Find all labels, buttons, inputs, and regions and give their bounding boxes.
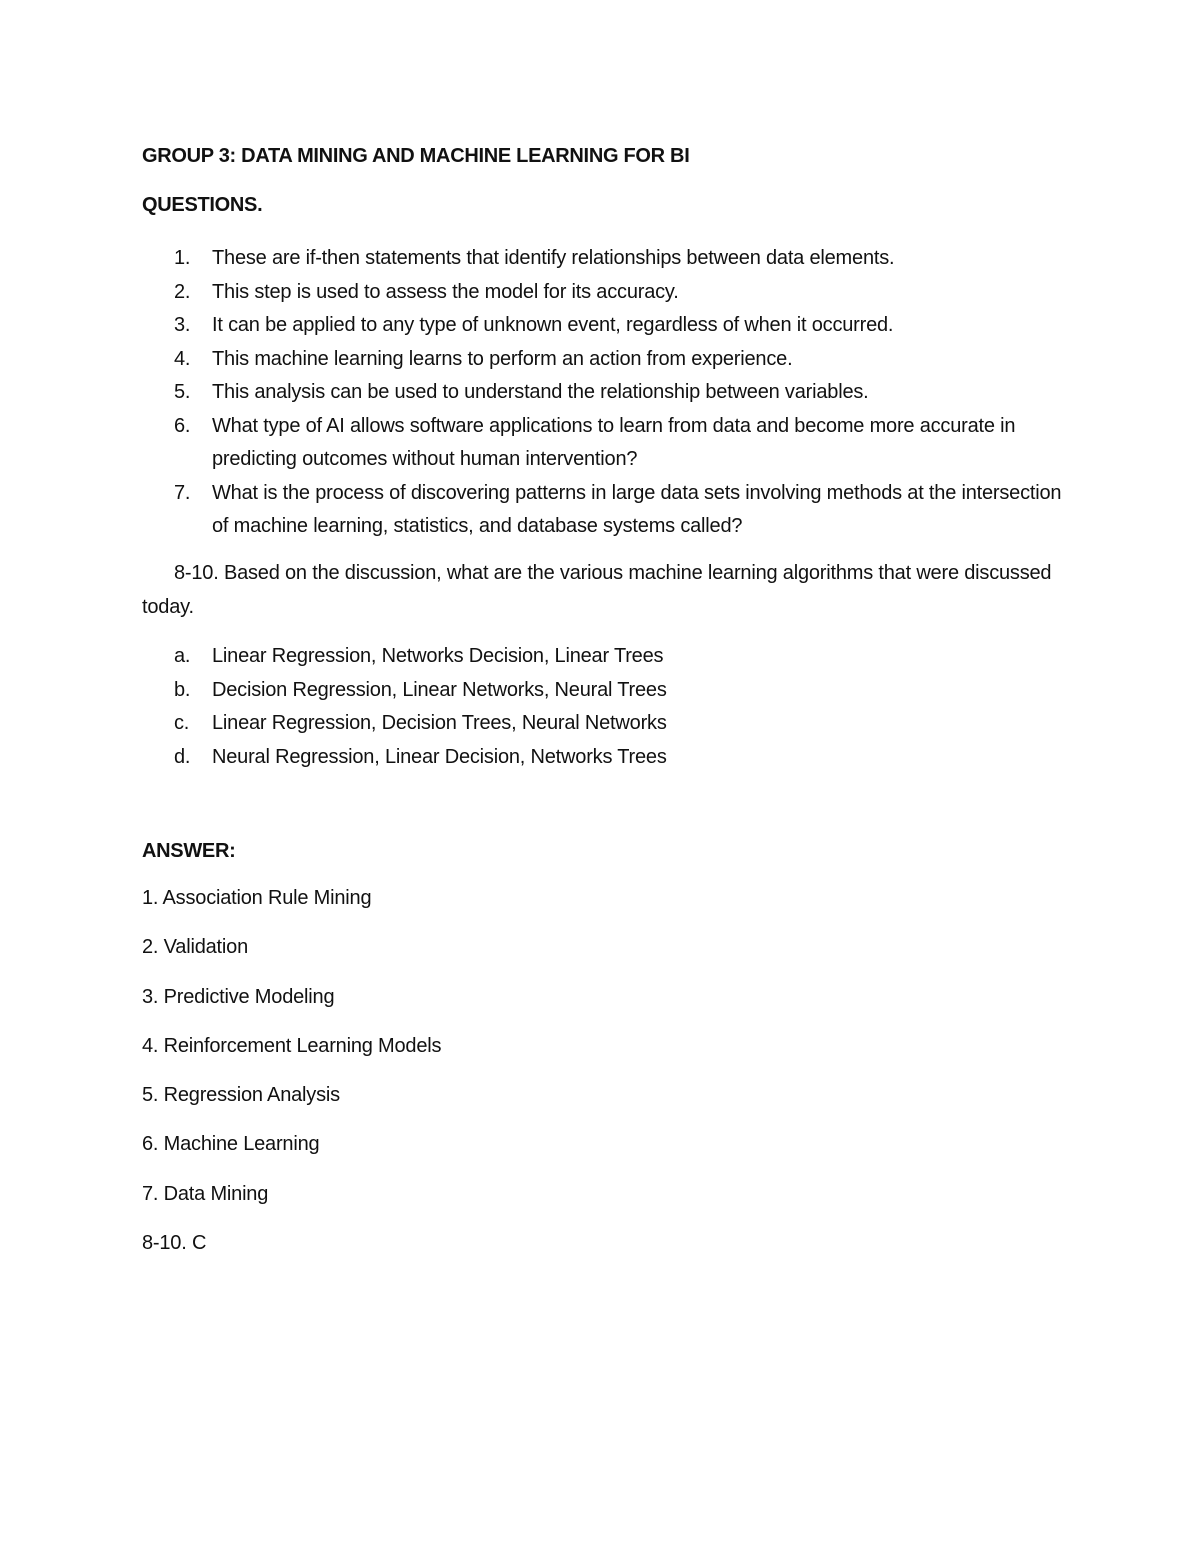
- questions-heading: QUESTIONS.: [142, 194, 263, 216]
- option-text: Neural Regression, Linear Decision, Networks Trees: [212, 745, 667, 768]
- option-letter: a.: [174, 645, 191, 667]
- question-number: 5.: [174, 381, 191, 403]
- answer-item: 2. Validation: [142, 936, 248, 959]
- answer-item: 6. Machine Learning: [142, 1133, 320, 1156]
- option-item: [142, 707, 1062, 741]
- option-item: [142, 674, 1062, 708]
- question-item: [142, 410, 1062, 477]
- question-number: 7.: [174, 481, 191, 504]
- question-item: [142, 376, 1062, 410]
- answer-item: 1. Association Rule Mining: [142, 887, 372, 909]
- question-item: [142, 276, 1062, 310]
- option-letter: b.: [174, 678, 191, 701]
- question-text: These are if-then statements that identify relationships between data elements.: [212, 247, 895, 269]
- option-item: [142, 741, 1062, 775]
- question-number: 6.: [174, 414, 191, 437]
- questions-list: [142, 242, 1062, 544]
- question-text: It can be applied to any type of unknown event, regardless of when it occurred.: [212, 314, 894, 336]
- question-number: 1.: [174, 247, 191, 269]
- option-text: Linear Regression, Networks Decision, Linear Trees: [212, 645, 664, 667]
- answer-item: 7. Data Mining: [142, 1182, 269, 1205]
- option-letter: d.: [174, 745, 191, 768]
- options-list: [142, 640, 1062, 774]
- option-letter: c.: [174, 712, 190, 734]
- question-text: What type of AI allows software applications to learn from data and become more accurate in predicting outcomes without human intervention?: [212, 414, 1016, 470]
- option-text: Decision Regression, Linear Networks, Neural Trees: [212, 678, 667, 701]
- answer-item: 5. Regression Analysis: [142, 1084, 340, 1107]
- option-text: Linear Regression, Decision Trees, Neural Networks: [212, 712, 667, 734]
- question-number: 2.: [174, 280, 191, 303]
- answers-heading: ANSWER:: [142, 840, 236, 862]
- document-title: GROUP 3: DATA MINING AND MACHINE LEARNING FOR BI: [142, 145, 690, 167]
- option-item: [142, 640, 1062, 674]
- answer-item: 3. Predictive Modeling: [142, 985, 335, 1008]
- bonus-question: 8-10. Based on the discussion, what are the various machine learning algorithms that were discussed today.: [142, 562, 1052, 618]
- question-item: [142, 309, 1062, 343]
- answer-item: 4. Reinforcement Learning Models: [142, 1034, 442, 1057]
- question-number: 3.: [174, 314, 191, 336]
- question-number: 4.: [174, 347, 191, 370]
- question-text: This machine learning learns to perform an action from experience.: [212, 347, 793, 370]
- question-item: [142, 343, 1062, 377]
- question-text: This analysis can be used to understand the relationship between variables.: [212, 381, 869, 403]
- question-text: This step is used to assess the model for its accuracy.: [212, 280, 679, 303]
- answer-item: 8-10. C: [142, 1232, 207, 1255]
- answers-list: [142, 886, 441, 1280]
- question-item: [142, 477, 1062, 544]
- question-text: What is the process of discovering patterns in large data sets involving methods at the intersection of machine learning, statistics, and database systems called?: [212, 481, 1062, 537]
- question-item: [142, 242, 1062, 276]
